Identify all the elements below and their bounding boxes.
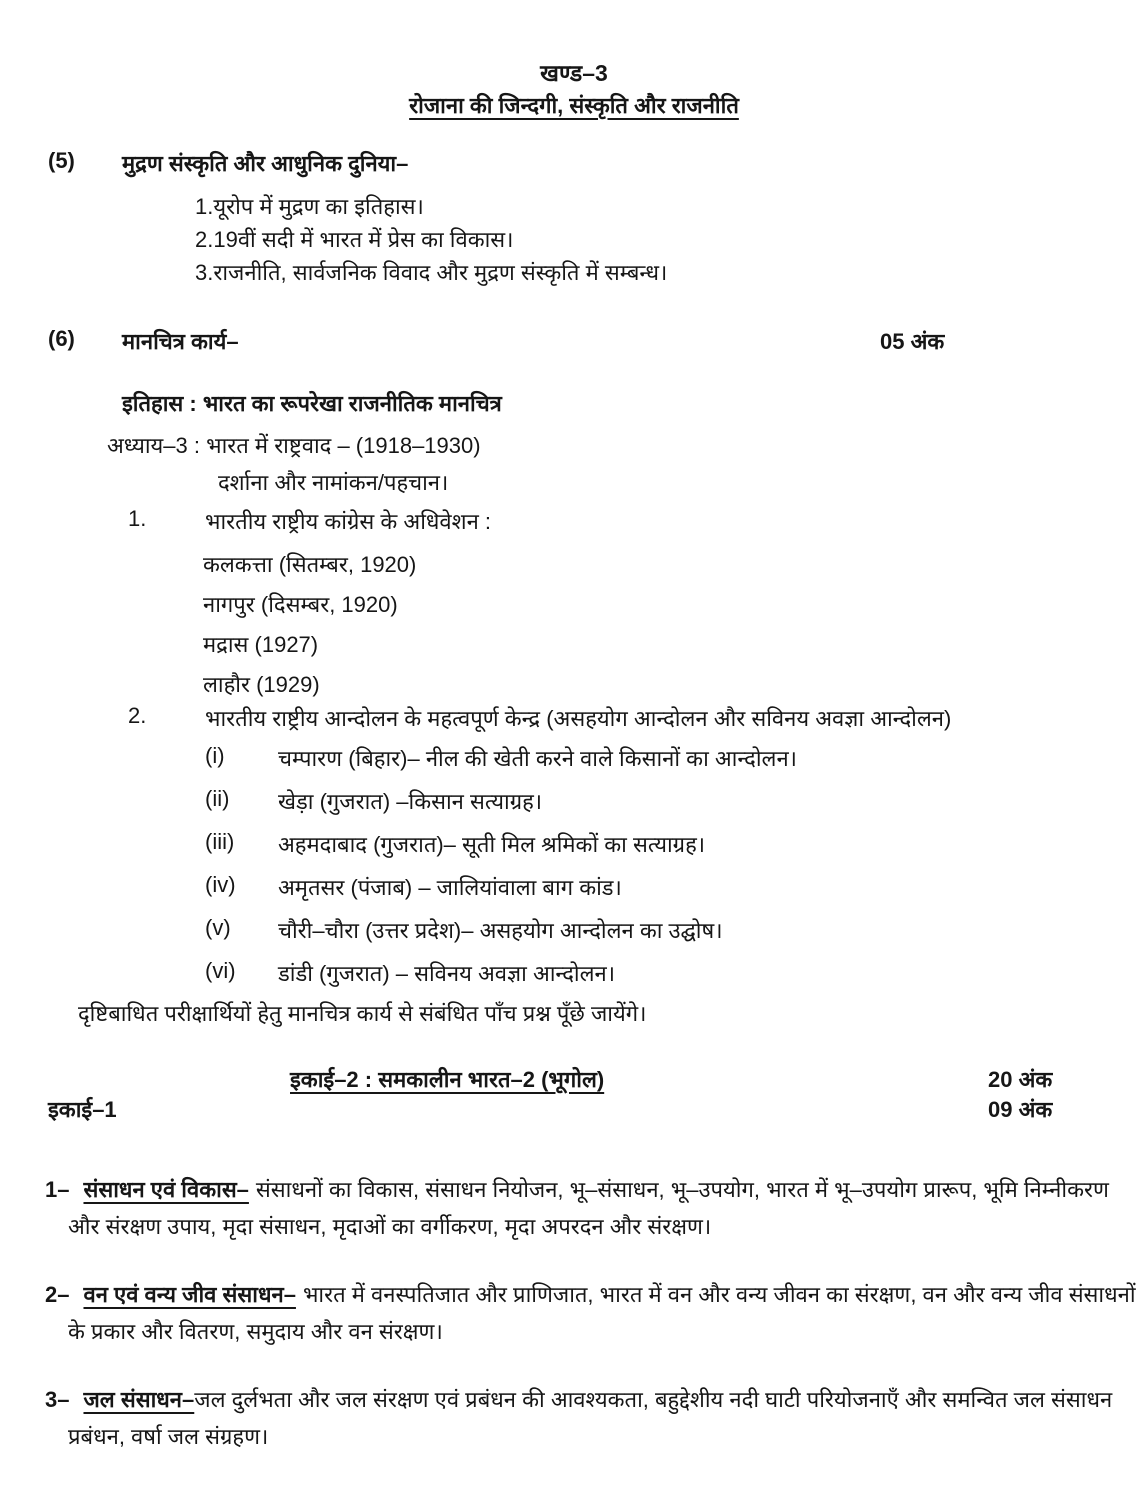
topic-number: 1– — [45, 1177, 70, 1202]
centre-text: अमृतसर (पंजाब) – जालियांवाला बाग कांड। — [278, 875, 622, 900]
topic-heading: वन एवं वन्य जीव संसाधन– — [83, 1282, 296, 1307]
topic-text: संसाधनों का विकास, संसाधन नियोजन, भू–संसाधन, भू–उपयोग, भारत में भू–उपयोग प्रारूप, भूमि निम्नीकरण और संरक्षण उपाय, मृदा संसाधन, मृदाओं का वर्गीकरण, मृदा अपरदन और संरक्षण। — [68, 1177, 1109, 1239]
topic-heading: जल संसाधन– — [83, 1387, 195, 1412]
section6-title: मानचित्र कार्य– — [122, 329, 239, 354]
section6-marks: 05 अंक — [880, 329, 945, 354]
centre-text: डांडी (गुजरात) – सविनय अवज्ञा आन्दोलन। — [278, 961, 616, 986]
unit1-label: इकाई–1 — [48, 1097, 117, 1122]
section5-items — [195, 190, 667, 289]
unit2-marks: 20 अंक — [988, 1067, 1053, 1092]
section6-number: (6) — [48, 326, 75, 351]
map-work-note: दृष्टिबाधित परीक्षार्थियों हेतु मानचित्र कार्य से संबंधित पाँच प्रश्न पूँछे जायेंगे। — [78, 1001, 647, 1026]
topic-number: 2– — [45, 1282, 70, 1307]
topic-number: 3– — [45, 1387, 70, 1412]
centre-text: चम्पारण (बिहार)– नील की खेती करने वाले किसानों का आन्दोलन। — [278, 746, 798, 771]
topic-text: भारत में वनस्पतिजात और प्राणिजात, भारत में वन और वन्य जीवन का संरक्षण, वन और वन्य जीव संसाधनों के प्रकार और वितरण, समुदाय और वन संरक्षण। — [68, 1282, 1136, 1344]
centre-marker: (vi) — [205, 958, 236, 983]
session-item: नागपुर (दिसम्बर, 1920) — [203, 592, 398, 617]
unit1-marks: 09 अंक — [988, 1097, 1053, 1122]
point2-number: 2. — [128, 703, 147, 728]
centre-text: खेड़ा (गुजरात) –किसान सत्याग्रह। — [278, 789, 543, 814]
section5-item: 3.राजनीति, सार्वजनिक विवाद और मुद्रण संस्कृति में सम्बन्ध। — [195, 260, 668, 285]
chapter-line2: दर्शाना और नामांकन/पहचान। — [218, 470, 449, 495]
topic-heading: संसाधन एवं विकास– — [83, 1177, 249, 1202]
section5-title: मुद्रण संस्कृति और आधुनिक दुनिया– — [122, 151, 409, 176]
topic-text: जल दुर्लभता और जल संरक्षण एवं प्रबंधन की आवश्यकता, बहुद्देशीय नदी घाटी परियोजनाएँ और समन्वित जल संसाधन प्रबंधन, वर्षा जल संग्रहण। — [68, 1387, 1113, 1449]
point2-title: भारतीय राष्ट्रीय आन्दोलन के महत्वपूर्ण केन्द्र (असहयोग आन्दोलन और सविनय अवज्ञा आन्दोलन) — [205, 706, 952, 731]
chapter-line: अध्याय–3 : भारत में राष्ट्रवाद – (1918–1930) — [107, 433, 481, 458]
centre-marker: (v) — [205, 915, 231, 940]
centre-marker: (iii) — [205, 829, 235, 854]
part-title: खण्ड–3 — [540, 60, 608, 86]
unit2-title: इकाई–2 : समकालीन भारत–2 (भूगोल) — [290, 1067, 605, 1092]
session-item: लाहौर (1929) — [203, 672, 320, 697]
section5-item: 2.19वीं सदी में भारत में प्रेस का विकास। — [195, 227, 514, 252]
section5-number: (5) — [48, 148, 75, 173]
session-item: कलकत्ता (सितम्बर, 1920) — [203, 552, 417, 577]
part-subtitle: रोजाना की जिन्दगी, संस्कृति और राजनीति — [409, 93, 739, 118]
point1-number: 1. — [128, 506, 147, 531]
point1-title: भारतीय राष्ट्रीय कांग्रेस के अधिवेशन : — [205, 509, 492, 534]
centre-text: चौरी–चौरा (उत्तर प्रदेश)– असहयोग आन्दोलन का उद्घोष। — [278, 918, 723, 943]
topic-water-resources — [45, 1381, 1146, 1455]
subject-line: इतिहास : भारत का रूपरेखा राजनीतिक मानचित्र — [122, 391, 502, 416]
topic-forest-wildlife — [45, 1276, 1146, 1350]
section5-item: 1.यूरोप में मुद्रण का इतिहास। — [195, 194, 424, 219]
centre-marker: (ii) — [205, 786, 230, 811]
centre-marker: (i) — [205, 743, 225, 768]
centre-text: अहमदाबाद (गुजरात)– सूती मिल श्रमिकों का सत्याग्रह। — [278, 832, 706, 857]
point1-sessions — [203, 545, 416, 705]
centre-marker: (iv) — [205, 872, 236, 897]
topic-resources — [45, 1171, 1146, 1245]
session-item: मद्रास (1927) — [203, 632, 319, 657]
